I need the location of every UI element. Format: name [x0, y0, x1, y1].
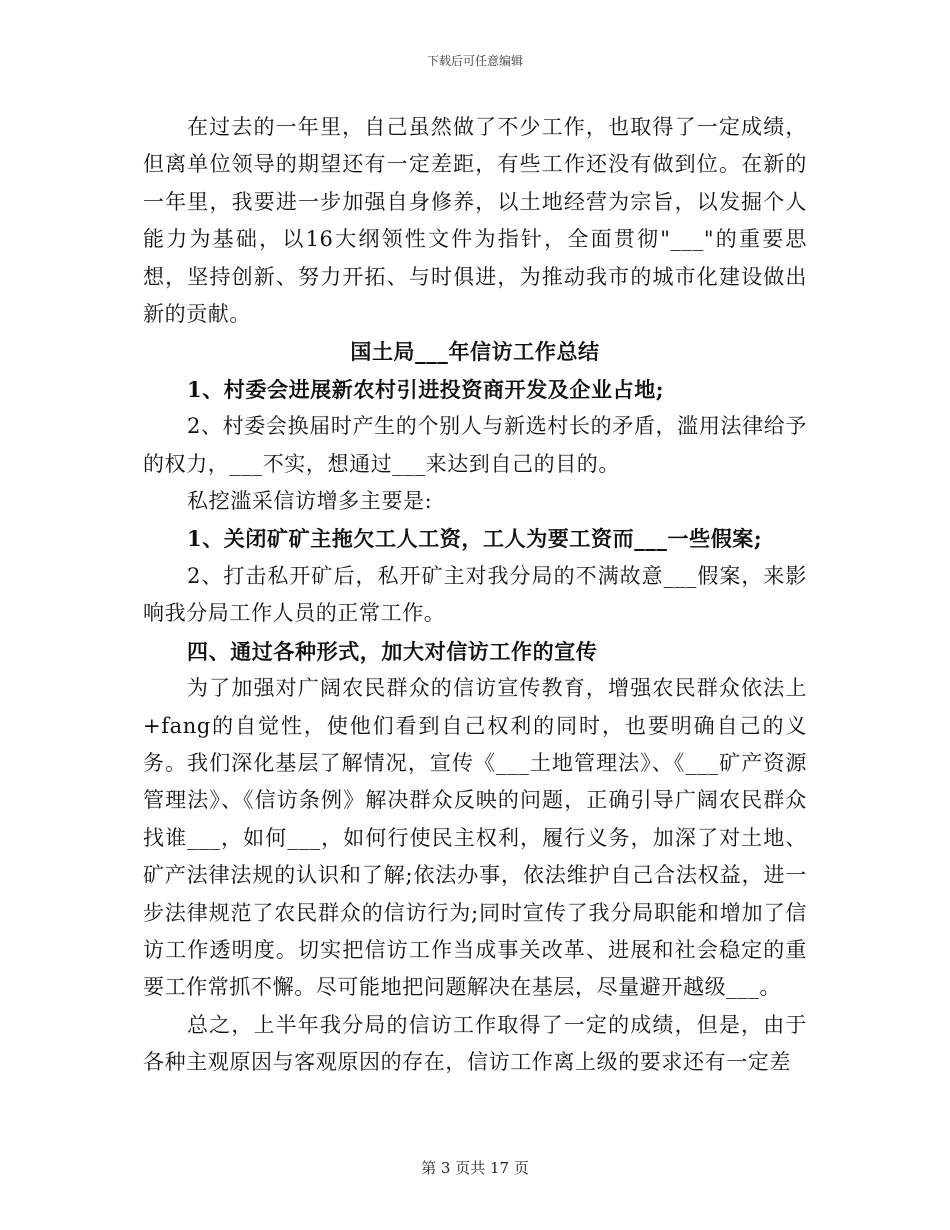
paragraph-mining-intro: 私挖滥采信访增多主要是:	[187, 489, 433, 514]
section-heading-four: 四、通过各种形式，加大对信访工作的宣传	[187, 638, 598, 664]
list-item-mining-2: 2、打击私开矿后，私开矿主对我分局的不满故意___假案，来影响我分局工作人员的正常工作。	[143, 563, 807, 626]
document-body	[143, 109, 807, 1082]
list-item-village-1: 1、村委会进展新农村引进投资商开发及企业占地;	[187, 376, 665, 402]
list-item-village-2: 2、村委会换届时产生的个别人与新选村长的矛盾，滥用法律给予的权力，___不实，想通过___来达到自己的目的。	[143, 414, 807, 476]
list-item-mining-1: 1、关闭矿矿主拖欠工人工资，工人为要工资而___一些假案;	[187, 526, 763, 552]
paragraph-conclusion: 总之，上半年我分局的信访工作取得了一定的成绩，但是，由于各种主观原因与客观原因的存在，信访工作离上级的要求还有一定差	[143, 1012, 807, 1075]
paragraph-publicity: 为了加强对广阔农民群众的信访宣传教育，增强农民群众依法上+fang的自觉性，使他们看到自己权利的同时，也要明确自己的义务。我们深化基层了解情况，宣传《___土地管理法》、《___矿产资源管理法》、《信访条例》解决群众反映的问题，正确引导广阔农民群众找谁___，如何___，如何行使民主权利，履行义务，加深了对土地、矿产法律法规的认识和了解;依法办事，依法维护自己合法权益，进一步法律规范了农民群众的信访行为;同时宣传了我分局职能和增加了信访工作透明度。切实把信访工作当成事关改革、进展和社会稳定的重要工作常抓不懈。尽可能地把问题解决在基层，尽量避开越级___。	[143, 676, 807, 1000]
section-title: 国土局___年信访工作总结	[350, 339, 600, 365]
paragraph-summary: 在过去的一年里，自己虽然做了不少工作，也取得了一定成绩，但离单位领导的期望还有一定差距，有些工作还没有做到位。在新的一年里，我要进一步加强自身修养，以土地经营为宗旨，以发掘个人能力为基础，以16大纲领性文件为指针，全面贯彻"___"的重要思想，坚持创新、努力开拓、与时俱进，为推动我市的城市化建设做出新的贡献。	[143, 115, 807, 327]
page-footer: 第 3 页共 17 页	[421, 1159, 529, 1177]
page-header: 下载后可任意编辑	[426, 54, 523, 68]
